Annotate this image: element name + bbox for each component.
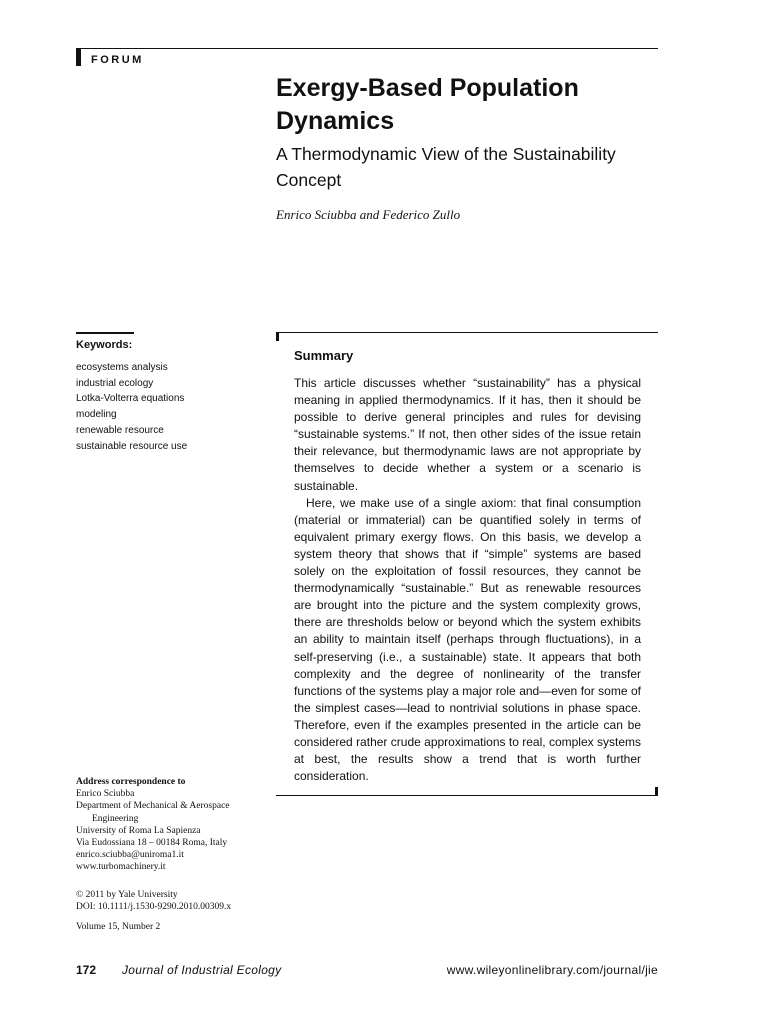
- summary-bottom-marker: [655, 787, 658, 796]
- keywords-rule: [76, 332, 134, 334]
- summary-paragraph: This article discusses whether “sustainability” has a physical meaning in applied thermodynamics. If it has, then it should be possible to derive general principles and rules for devising “sustainable systems.” If not, then other sides of the issue retain their relevance, but thermodynamic laws are not appropriate by themselves to decide whether a system or a scenario is sustainable.: [294, 376, 641, 493]
- article-title: Exergy-Based Population Dynamics: [276, 74, 579, 135]
- summary-top-rule: [276, 332, 658, 333]
- header-rule: [76, 48, 658, 49]
- page-number: 172: [76, 963, 97, 977]
- summary-heading: Summary: [294, 348, 354, 363]
- summary-paragraph: Here, we make use of a single axiom: that final consumption (material or immaterial) can be quantified solely in terms of equivalent primary exergy flows. On this basis, we develop a system theory that shows that if “simple” systems are based solely on the exploitation of fossil resources, they cannot be thermodynamically “sustainable.” But as renewable resources are brought into the picture and the system complexity grows, there are thresholds below or beyond which the system exhibits an ability to maintain itself (perhaps through fluctuations), in a self-preserving (i.e., a sustainable) state. It appears that both complexity and the degree of nonlinearity of the transfer functions of the systems play a major role and—even for some of the simplest cases—lead to nontrivial solutions in phase space. Therefore, even if the examples presented in the article can be considered rather crude approximations to real, complex systems at best, the results show a trend that is worth further consideration.: [294, 495, 641, 784]
- doi[interactable]: DOI: 10.1111/j.1530-9290.2010.00309.x: [76, 902, 232, 913]
- copyright: © 2011 by Yale University: [76, 890, 178, 900]
- keyword-item: renewable resource: [76, 424, 164, 436]
- summary-body: [294, 375, 641, 785]
- address-name: Enrico Sciubba: [76, 789, 135, 800]
- address-department: Department of Mechanical & Aerospace: [76, 801, 230, 812]
- copyright-block: [76, 889, 231, 913]
- keyword-item: industrial ecology: [76, 377, 154, 389]
- keyword-item: modeling: [76, 409, 117, 421]
- address-university: University of Roma La Sapienza: [76, 825, 201, 836]
- keyword-item: ecosystems analysis: [76, 362, 168, 373]
- header-marker: [76, 48, 81, 66]
- journal-url[interactable]: www.wileyonlinelibrary.com/journal/jie: [446, 963, 658, 977]
- article-authors: Enrico Sciubba and Federico Zullo: [276, 207, 461, 222]
- correspondence-address: [76, 776, 266, 874]
- address-street: Via Eudossiana 18 – 00184 Roma, Italy: [76, 838, 228, 849]
- summary-top-marker: [276, 332, 279, 341]
- address-website[interactable]: www.turbomachinery.it: [76, 862, 166, 873]
- article-subtitle: A Thermodynamic View of the Sustainability Concept: [276, 144, 616, 190]
- keywords-heading: Keywords:: [76, 339, 133, 351]
- address-department-cont: Engineering: [92, 813, 139, 824]
- keywords-list: [76, 360, 187, 454]
- keyword-item: sustainable resource use: [76, 440, 188, 452]
- keyword-item: Lotka-Volterra equations: [76, 393, 185, 405]
- section-label: FORUM: [91, 54, 144, 66]
- address-email[interactable]: enrico.sciubba@uniroma1.it: [76, 850, 184, 861]
- volume-info: Volume 15, Number 2: [76, 922, 161, 932]
- journal-name: Journal of Industrial Ecology: [122, 963, 282, 977]
- summary-bottom-rule: [276, 795, 658, 796]
- address-heading: Address correspondence to: [76, 777, 186, 787]
